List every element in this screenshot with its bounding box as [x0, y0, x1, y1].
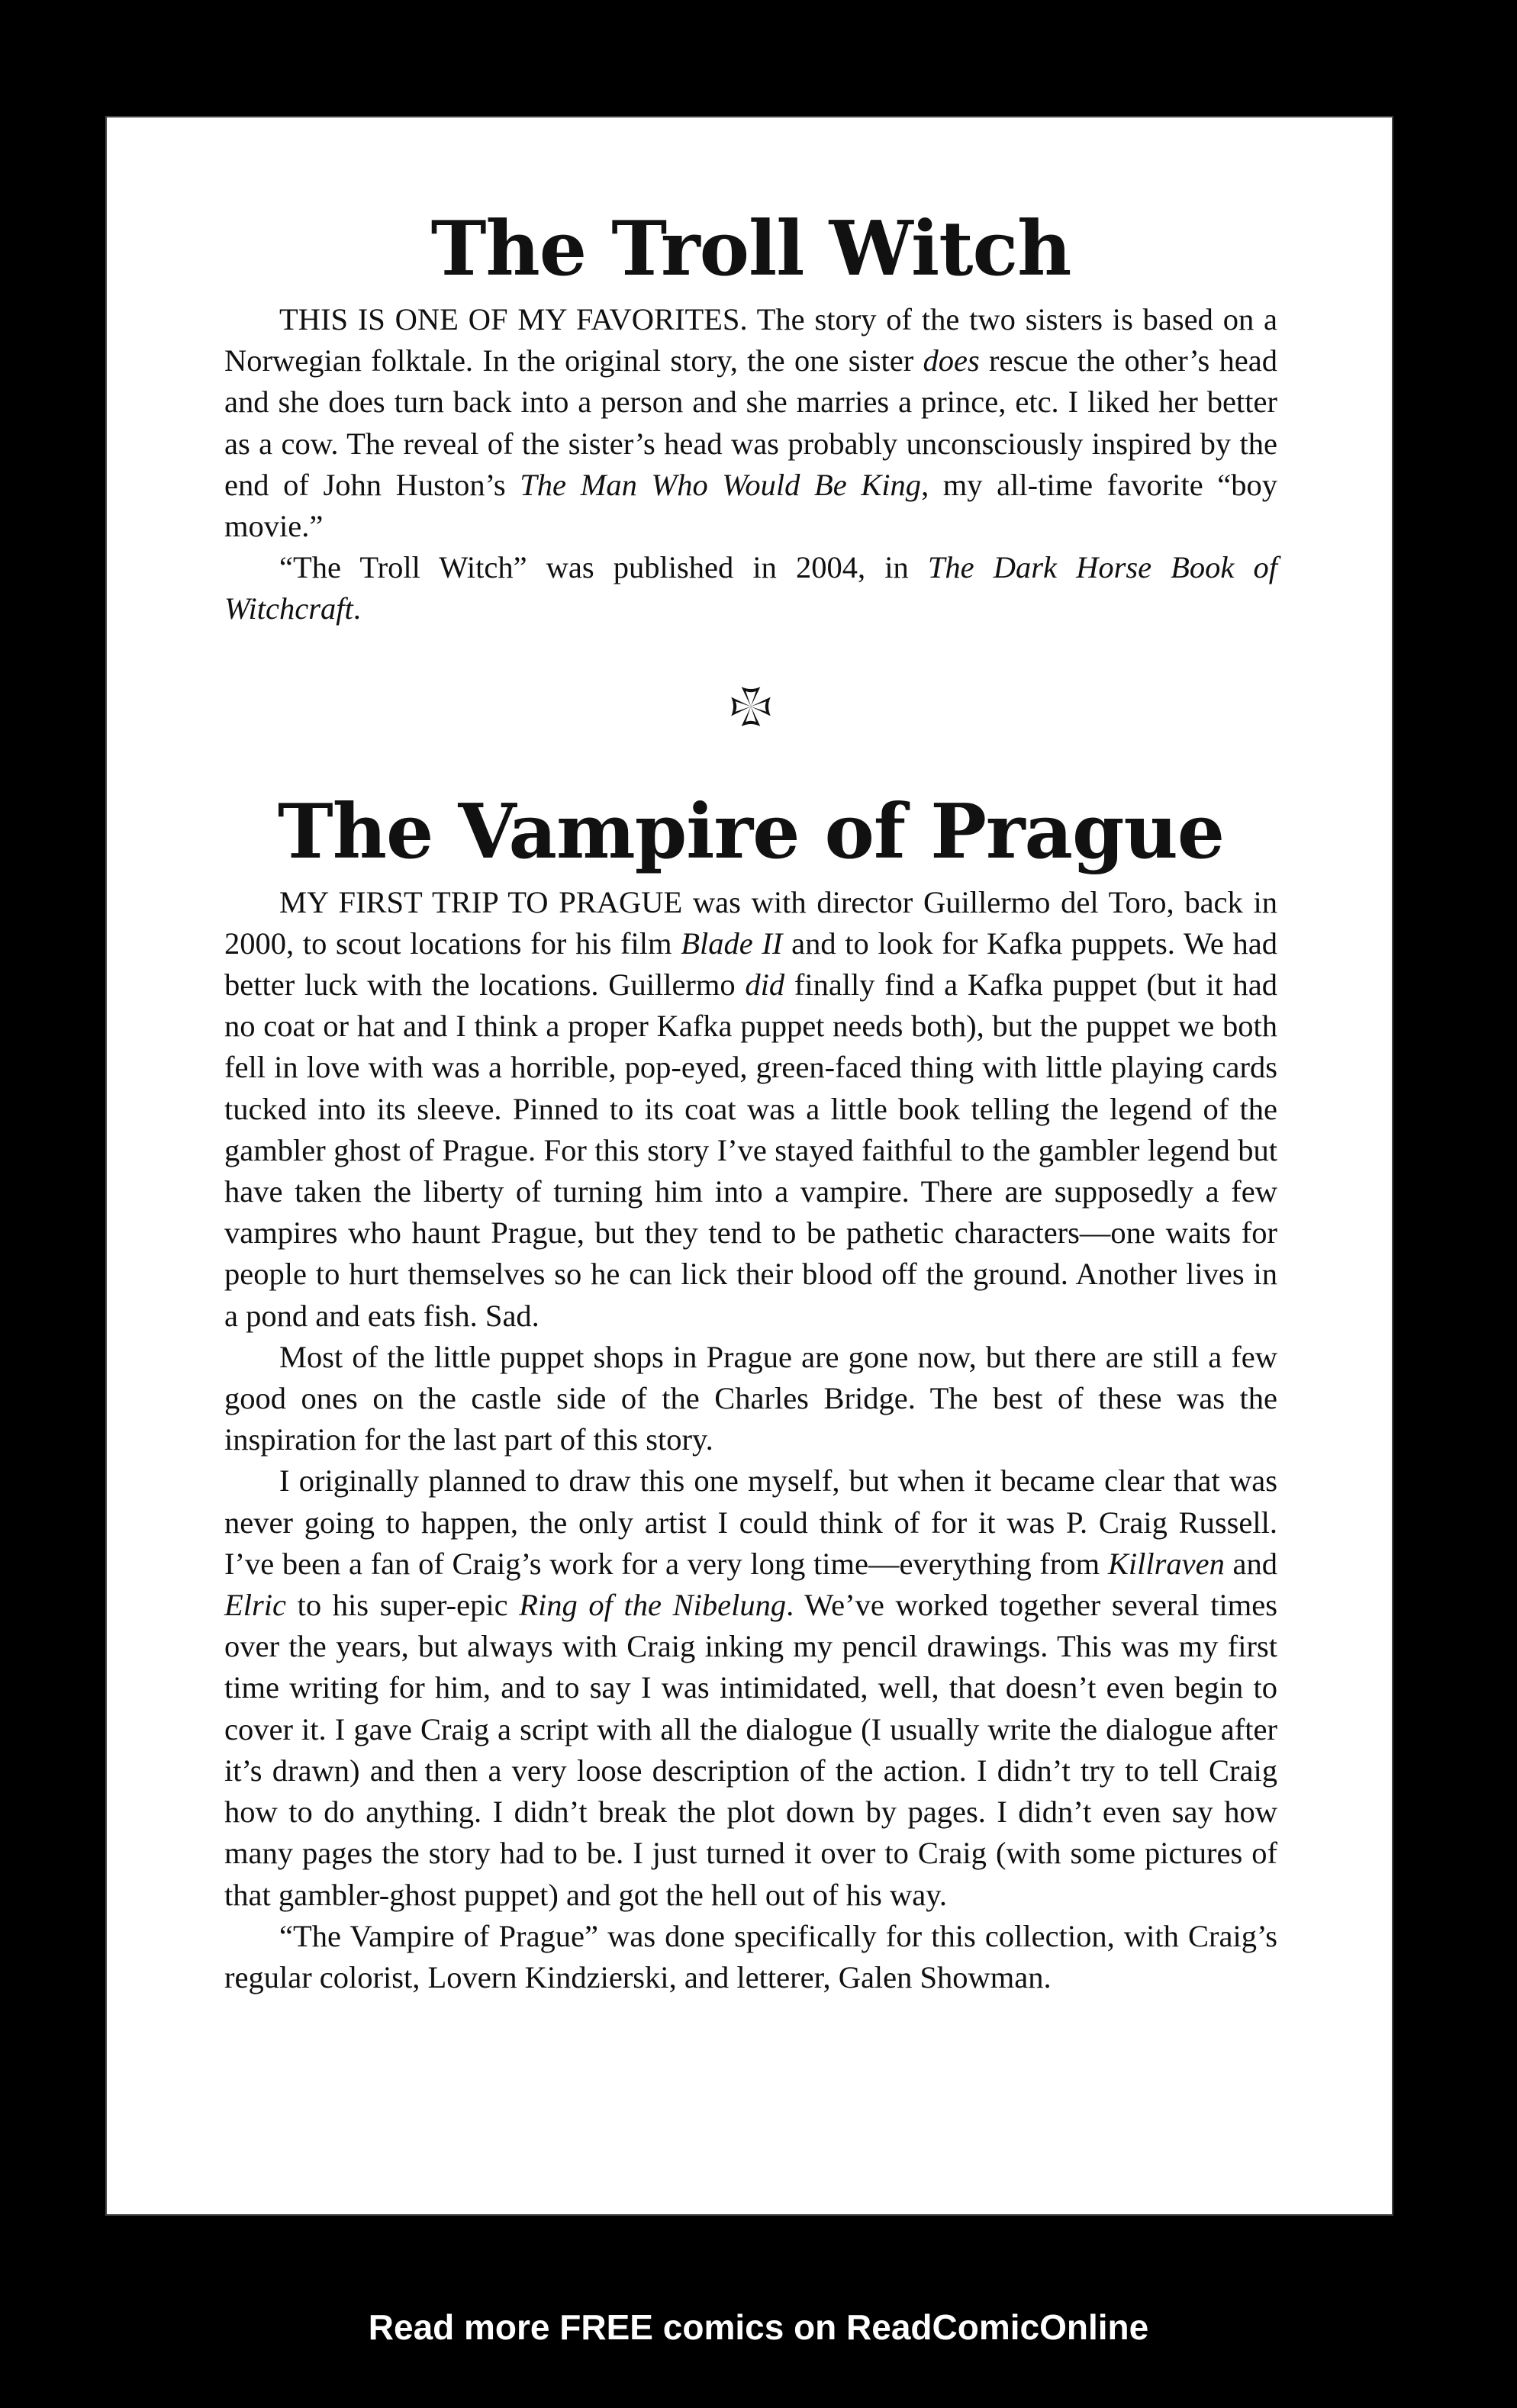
paragraph: “The Vampire of Prague” was done specifically for this collection, with Craig’s regular colorist, Lovern Kindzierski, and letterer, Galen Showman.: [224, 1918, 1277, 1994]
paragraph: I originally planned to draw this one myself, but when it became clear that was never going to happen, the only artist I could think of for it was P. Craig Russell. I’ve been a fan of Craig’s work for a very long time—everything from Killraven and Elric to his super-epic Ring of the Nibelung. We’ve worked together several times over the years, but always with Craig inking my pencil drawings. This was my first time writing for him, and to say I was intimidated, well, that doesn’t even begin to cover it. I gave Craig a script with all the dialogue (I usually write the dialogue after it’s drawn) and then a very loose description of the action. I didn’t try to tell Craig how to do anything. I didn’t break the plot down by pages. I didn’t even say how many pages the story had to be. I just turned it over to Craig (with some pictures of that gambler-ghost puppet) and got the hell out of his way.: [224, 1463, 1278, 1912]
page-content: [224, 200, 1277, 1998]
section-title-vampire-of-prague: The Vampire of Prague: [277, 787, 1225, 876]
document-page: [105, 116, 1393, 2216]
section-troll-witch: [224, 200, 1277, 630]
italic-title: Blade II: [681, 926, 783, 961]
section-divider: [224, 630, 1277, 783]
italic-title: Elric: [224, 1588, 286, 1623]
maltese-cross-icon: [730, 685, 772, 728]
italic-title: Killraven: [1107, 1546, 1225, 1581]
paragraph: Most of the little puppet shops in Prague are gone now, but there are still a few good ones on the castle side of the Charles Bridge. The best of these was the inspiration for the last part of this story.: [224, 1339, 1277, 1457]
italic-title: The Man Who Would Be King: [520, 467, 922, 502]
italic-title: Ring of the Nibelung: [519, 1588, 787, 1623]
section-body-troll-witch: [224, 299, 1277, 630]
footer-banner: Read more FREE comics on ReadComicOnline: [368, 2307, 1149, 2347]
section-vampire-of-prague: [224, 783, 1277, 1998]
italic-title: The Dark Horse Book of Witchcraft: [224, 550, 1278, 626]
italic-title: did: [745, 967, 785, 1003]
paragraph: “The Troll Witch” was published in 2004, in The Dark Horse Book of Witchcraft.: [224, 550, 1278, 626]
italic-title: does: [923, 343, 980, 378]
paragraph: THIS IS ONE OF MY FAVORITES. The story of the two sisters is based on a Norwegian folktale. In the original story, the one sister does rescue the other’s head and she does turn back into a person and she marries a prince, etc. I liked her better as a cow. The reveal of the sister’s head was probably unconsciously inspired by the end of John Huston’s The Man Who Would Be King, my all-time favorite “boy movie.”: [224, 302, 1278, 544]
section-body-vampire-of-prague: [224, 882, 1277, 1998]
section-title-troll-witch: The Troll Witch: [430, 205, 1071, 293]
paragraph: MY FIRST TRIP TO PRAGUE was with director Guillermo del Toro, back in 2000, to scout locations for his film Blade II and to look for Kafka puppets. We had better luck with the locations. Guillermo did finally find a Kafka puppet (but it had no coat or hat and I think a proper Kafka puppet needs both), but the puppet we both fell in love with was a horrible, pop-eyed, green-faced thing with little playing cards tucked into its sleeve. Pinned to its coat was a little book telling the legend of the gambler ghost of Prague. For this story I’ve stayed faithful to the gambler legend but have taken the liberty of turning him into a vampire. There are supposedly a few vampires who haunt Prague, but they tend to be pathetic characters—one waits for people to hurt themselves so he can lick their blood off the ground. Another lives in a pond and eats fish. Sad.: [224, 884, 1277, 1333]
